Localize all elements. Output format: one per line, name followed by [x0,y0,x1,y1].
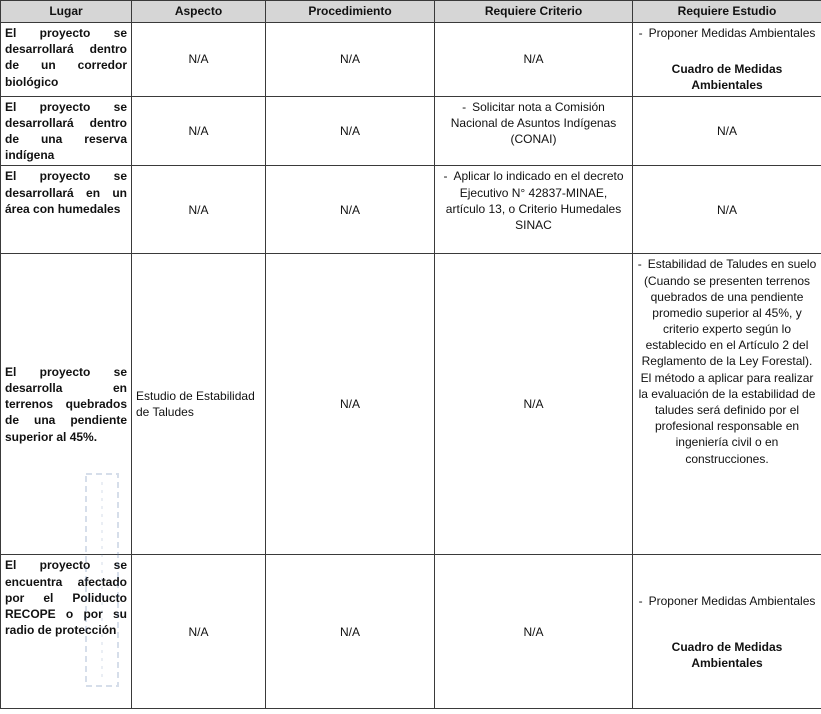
cell-estudio [633,555,821,709]
cell-aspecto: N/A [132,166,266,254]
estudio-bullet-item [637,593,817,609]
header-procedimiento: Procedimiento [266,1,435,23]
bullet-dash: - [443,169,448,184]
table-row [1,96,821,166]
cell-estudio: N/A [633,166,821,254]
estudio-bold-label: Cuadro de Medidas Ambientales [671,639,783,670]
cell-lugar: El proyecto se desarrollará dentro de una reserva indígena [1,96,132,166]
bullet-dash: - [462,99,467,114]
cell-criterio [435,166,633,254]
table-row [1,23,821,97]
cell-criterio: N/A [435,555,633,709]
cell-procedimiento: N/A [266,166,435,254]
cell-procedimiento: N/A [266,96,435,166]
estudio-text: Estabilidad de Taludes en suelo (Cuando se presenten terrenos quebrados de una pendiente promedio superior al 45%, y criterio experto según lo establecido en el Artículo 2 del Reglamento de la Ley Forestal). El método a aplicar para realizar la evaluación de la estabilidad de taludes será definido por el profesional responsable en ingeniería civil o en construcciones. [638,257,817,466]
table-header-row [1,1,821,23]
bullet-dash: - [637,257,642,272]
cell-lugar: El proyecto se desarrolla en terrenos quebrados de una pendiente superior al 45%. [1,254,132,555]
cell-aspecto: N/A [132,555,266,709]
cell-estudio [633,254,821,555]
header-lugar: Lugar [1,1,132,23]
cell-procedimiento: N/A [266,555,435,709]
cell-procedimiento: N/A [266,23,435,97]
bullet-dash: - [638,26,643,40]
cell-aspecto: N/A [132,23,266,97]
header-requiere-estudio: Requiere Estudio [633,1,821,23]
cell-lugar: El proyecto se encuentra afectado por el Poliducto RECOPE o por su radio de protección [1,555,132,709]
criterio-text: Solicitar nota a Comisión Nacional de Asuntos Indígenas (CONAI) [450,99,617,146]
estudio-bullet-item [637,25,817,41]
estudio-text: Proponer Medidas Ambientales [648,593,816,608]
cell-estudio: N/A [633,96,821,166]
cell-criterio: N/A [435,254,633,555]
header-requiere-criterio: Requiere Criterio [435,1,633,23]
cell-aspecto: N/A [132,96,266,166]
cell-lugar: El proyecto se desarrollará en un área con humedales [1,166,132,254]
table-row [1,254,821,555]
criterio-text: Aplicar lo indicado en el decreto Ejecutivo N° 42837-MINAE, artículo 13, o Criterio Humedales SINAC [445,169,624,232]
cell-criterio: N/A [435,23,633,97]
estudio-text: Proponer Medidas Ambientales [648,26,816,40]
bullet-dash: - [638,593,643,608]
cell-criterio [435,96,633,166]
cell-lugar: El proyecto se desarrollará dentro de un corredor biológico [1,23,132,97]
cell-aspecto: Estudio de Estabilidad de Taludes [132,254,266,555]
table-row [1,555,821,709]
table-row [1,166,821,254]
cell-estudio [633,23,821,97]
estudio-bold-label: Cuadro de Medidas Ambientales [671,62,783,93]
cell-procedimiento: N/A [266,254,435,555]
header-aspecto: Aspecto [132,1,266,23]
